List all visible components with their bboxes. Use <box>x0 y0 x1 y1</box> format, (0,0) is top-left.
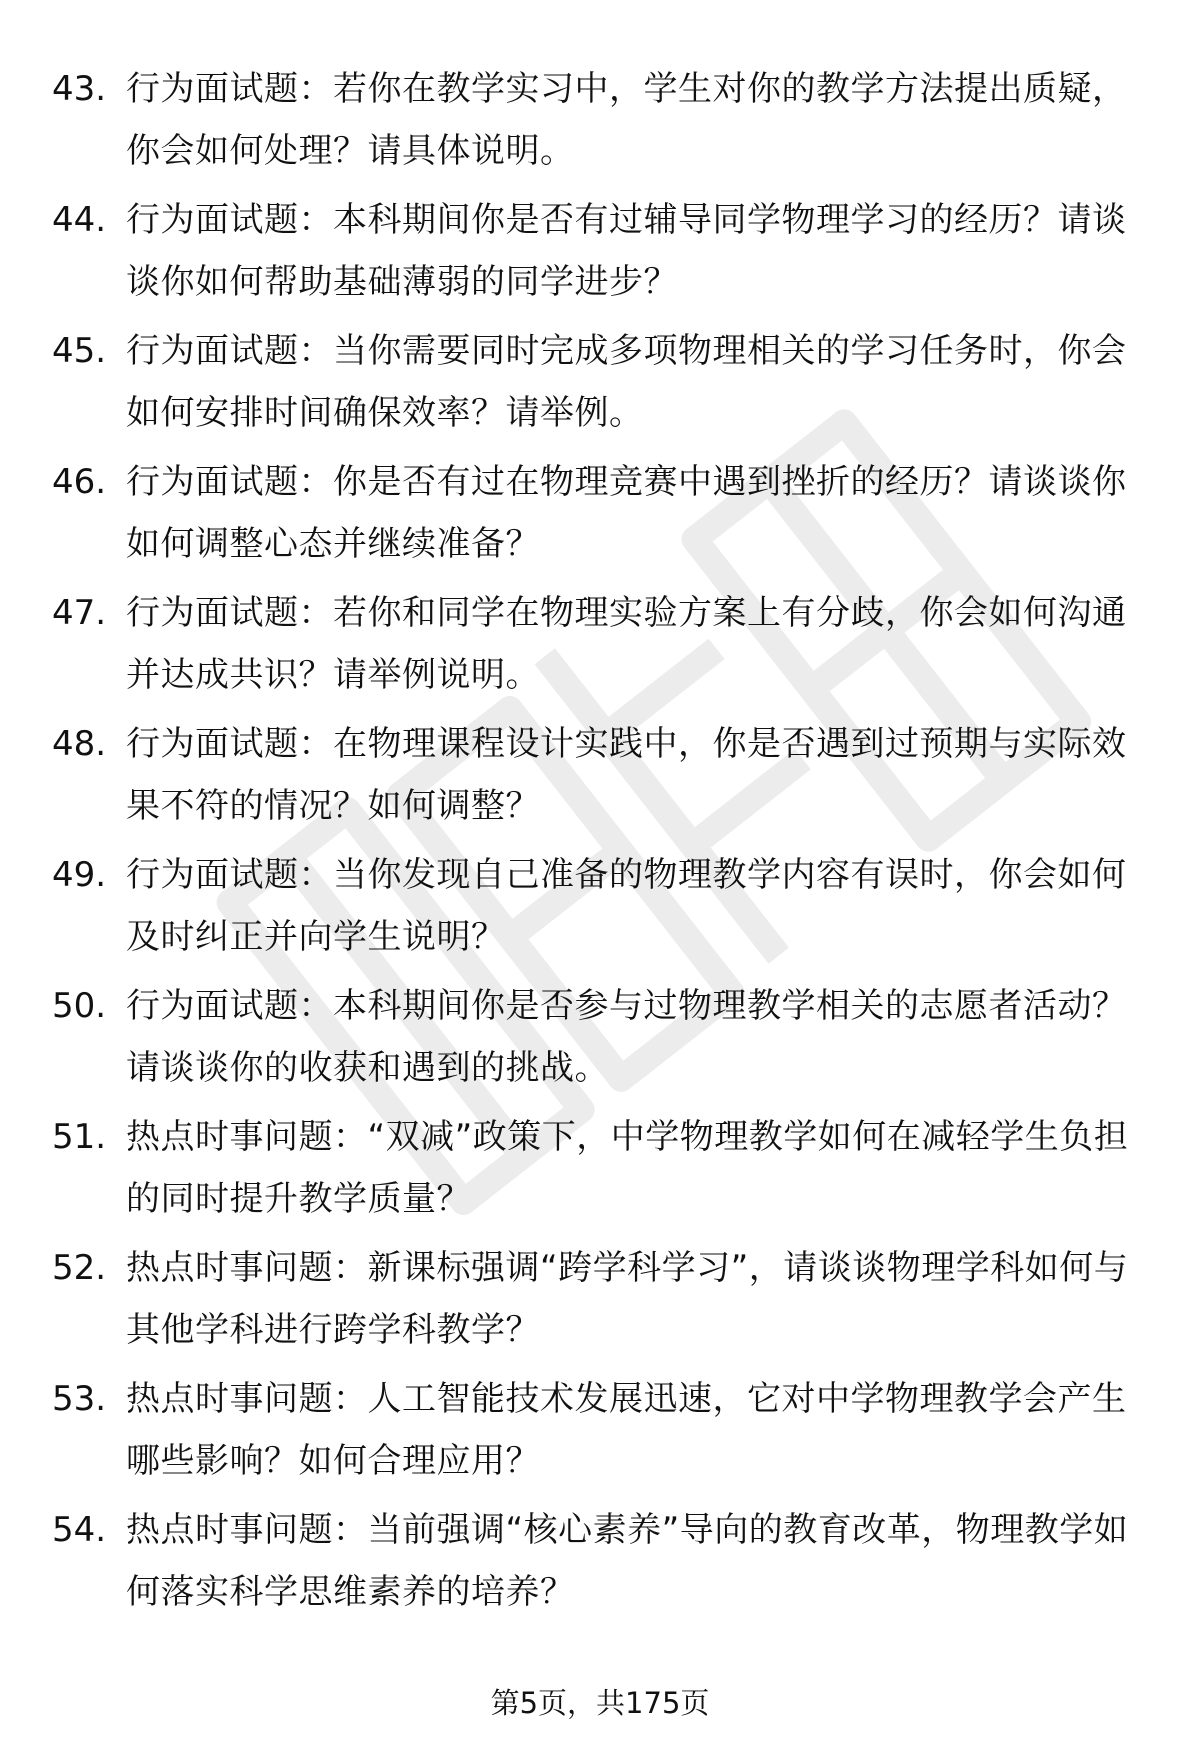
question-item <box>0 451 1200 582</box>
question-item <box>0 320 1200 451</box>
question-text: 行为面试题：本科期间你是否有过辅导同学物理学习的经历？请谈谈你如何帮助基础薄弱的同学进步？ <box>126 200 1127 302</box>
question-number: 52. <box>52 1248 107 1288</box>
question-number: 45. <box>52 331 107 371</box>
question-item <box>0 58 1200 189</box>
question-text: 行为面试题：若你在教学实习中，学生对你的教学方法提出质疑，你会如何处理？请具体说明。 <box>126 69 1127 171</box>
question-text: 热点时事问题：新课标强调“跨学科学习”，请谈谈物理学科如何与其他学科进行跨学科教学？ <box>126 1248 1129 1350</box>
question-item <box>0 713 1200 844</box>
question-item <box>0 1499 1200 1630</box>
question-text: 行为面试题：在物理课程设计实践中，你是否遇到过预期与实际效果不符的情况？如何调整？ <box>126 724 1127 826</box>
question-text: 行为面试题：当你发现自己准备的物理教学内容有误时，你会如何及时纠正并向学生说明？ <box>126 855 1127 957</box>
question-item <box>0 1368 1200 1499</box>
question-number: 49. <box>52 855 107 895</box>
question-list <box>0 58 1200 1630</box>
question-text: 行为面试题：本科期间你是否参与过物理教学相关的志愿者活动？请谈谈你的收获和遇到的挑战。 <box>126 986 1127 1088</box>
question-number: 44. <box>52 200 107 240</box>
question-text: 热点时事问题：人工智能技术发展迅速，它对中学物理教学会产生哪些影响？如何合理应用？ <box>126 1379 1127 1481</box>
question-number: 53. <box>52 1379 107 1419</box>
question-number: 47. <box>52 593 107 633</box>
question-number: 51. <box>52 1117 107 1157</box>
question-item <box>0 1106 1200 1237</box>
question-number: 43. <box>52 69 107 109</box>
question-number: 50. <box>52 986 107 1026</box>
question-text: 行为面试题：若你和同学在物理实验方案上有分歧，你会如何沟通并达成共识？请举例说明。 <box>126 593 1127 695</box>
question-text: 热点时事问题：当前强调“核心素养”导向的教育改革，物理教学如何落实科学思维素养的培养？ <box>126 1510 1129 1612</box>
question-number: 48. <box>52 724 107 764</box>
question-item <box>0 1237 1200 1368</box>
question-number: 46. <box>52 462 107 502</box>
question-item <box>0 975 1200 1106</box>
page-number-label: 第5页，共175页 <box>490 1686 710 1720</box>
page-footer <box>0 1683 1200 1723</box>
question-item <box>0 582 1200 713</box>
question-text: 行为面试题：你是否有过在物理竞赛中遇到挫折的经历？请谈谈你如何调整心态并继续准备？ <box>126 462 1127 564</box>
question-text: 行为面试题：当你需要同时完成多项物理相关的学习任务时，你会如何安排时间确保效率？请举例。 <box>126 331 1127 433</box>
question-item <box>0 189 1200 320</box>
question-number: 54. <box>52 1510 107 1550</box>
question-item <box>0 844 1200 975</box>
question-text: 热点时事问题：“双减”政策下，中学物理教学如何在减轻学生负担的同时提升教学质量？ <box>126 1117 1129 1219</box>
